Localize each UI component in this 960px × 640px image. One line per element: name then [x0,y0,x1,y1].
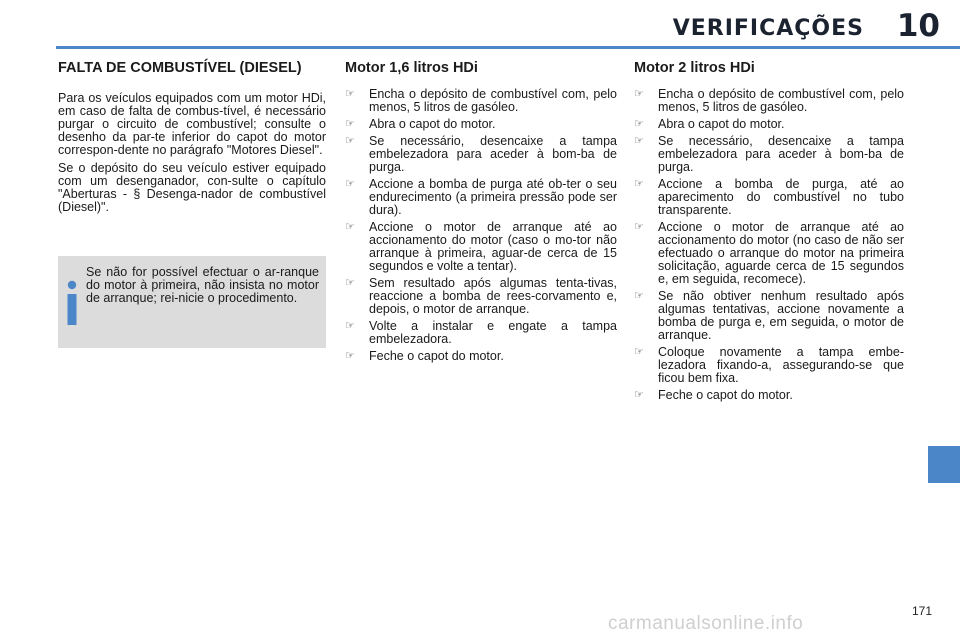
step-text: Encha o depósito de combustível com, pelo menos, 5 litros de gasóleo. [658,87,904,114]
engine-16-column [345,60,617,367]
chapter-title: VERIFICAÇÕES [672,16,864,41]
engine-2-column [634,60,904,406]
step-item [345,350,617,363]
step-item [345,88,617,114]
pointing-hand-icon: ☞ [345,178,355,190]
step-item [345,178,617,217]
pointing-hand-icon: ☞ [634,346,644,358]
step-item [634,88,904,114]
desenganador-paragraph: Se o depósito do seu veículo estiver equipado com um desenganador, con-sulte o capítulo "Aberturas - § Desenga-nador de combustível (Diesel)". [58,161,326,214]
step-text: Abra o capot do motor. [369,117,496,131]
section-heading: FALTA DE COMBUSTÍVEL (DIESEL) [58,60,302,76]
page-number: 171 [911,604,932,618]
pointing-hand-icon: ☞ [345,277,355,289]
pointing-hand-icon: ☞ [634,88,644,100]
info-note-box [58,256,326,348]
pointing-hand-icon: ☞ [345,118,355,130]
pointing-hand-icon: ☞ [345,88,355,100]
step-text: Accione o motor de arranque até ao accionamento do motor (caso o mo-tor não arranque à primeira, aguar-de cerca de 15 segundos e volte a tentar). [369,220,617,273]
step-text: Abra o capot do motor. [658,117,785,131]
engine-16-steps [345,88,617,363]
step-text: Se necessário, desencaixe a tampa embelezadora para aceder à bom-ba de purga. [658,134,904,174]
pointing-hand-icon: ☞ [345,350,355,362]
pointing-hand-icon: ☞ [345,221,355,233]
step-text: Se não obtiver nenhum resultado após algumas tentativas, accione novamente a bomba de purga e, em seguida, o motor de arranque. [658,289,904,342]
step-text: Accione a bomba de purga até ob-ter o seu endurecimento (a primeira pressão pode ser dura). [369,177,617,217]
engine-16-heading: Motor 1,6 litros HDi [345,60,478,76]
engine-2-steps [634,88,904,402]
step-text: Volte a instalar e engate a tampa embelezadora. [369,319,617,346]
step-item [634,346,904,385]
watermark: carmanualsonline.info [608,613,804,634]
step-item [345,221,617,273]
pointing-hand-icon: ☞ [345,135,355,147]
step-text: Accione o motor de arranque até ao accionamento do motor (no caso de não ser efectuado o arranque do motor na primeira solicitação, aguarde cerca de 15 segundos e, em seguida, recomece). [658,220,904,286]
step-text: Encha o depósito de combustível com, pelo menos, 5 litros de gasóleo. [369,87,617,114]
step-text: Sem resultado após algumas tenta-tivas, reaccione a bomba de rees-corvamento e, depois, o motor de arranque. [369,276,617,316]
header-divider [56,46,960,49]
step-item [345,118,617,131]
step-text: Coloque novamente a tampa embe-lezadora fixando-a, assegurando-se que ficou bem fixa. [658,345,904,385]
pointing-hand-icon: ☞ [634,178,644,190]
step-text: Feche o capot do motor. [658,388,793,402]
info-note-text: Se não for possível efectuar o ar-ranque do motor à primeira, não insista no motor de arranque; rei-nicie o procedimento. [86,265,319,305]
step-item [634,389,904,402]
pointing-hand-icon: ☞ [634,135,644,147]
step-item [634,221,904,286]
step-text: Se necessário, desencaixe a tampa embelezadora para aceder à bom-ba de purga. [369,134,617,174]
chapter-number: 10 [896,8,940,44]
pointing-hand-icon: ☞ [634,221,644,233]
step-item [634,118,904,131]
pointing-hand-icon: ☞ [634,118,644,130]
pointing-hand-icon: ☞ [634,389,644,401]
chapter-side-tab [928,446,960,483]
info-icon [64,280,80,326]
step-item [345,135,617,174]
step-item [345,277,617,316]
step-item [634,135,904,174]
pointing-hand-icon: ☞ [634,290,644,302]
step-text: Feche o capot do motor. [369,349,504,363]
step-text: Accione a bomba de purga, até ao aparecimento do combustível no tubo transparente. [658,177,904,217]
engine-2-heading: Motor 2 litros HDi [634,60,755,76]
left-column [58,60,326,219]
pointing-hand-icon: ☞ [345,320,355,332]
intro-paragraph: Para os veículos equipados com um motor HDi, em caso de falta de combus-tível, é necessário purgar o circuito de combustível; consulte o desenho da par-te inferior do capot do motor correspon-dente no parágrafo "Motores Diesel". [58,91,326,157]
step-item [634,290,904,342]
step-item [345,320,617,346]
step-item [634,178,904,217]
